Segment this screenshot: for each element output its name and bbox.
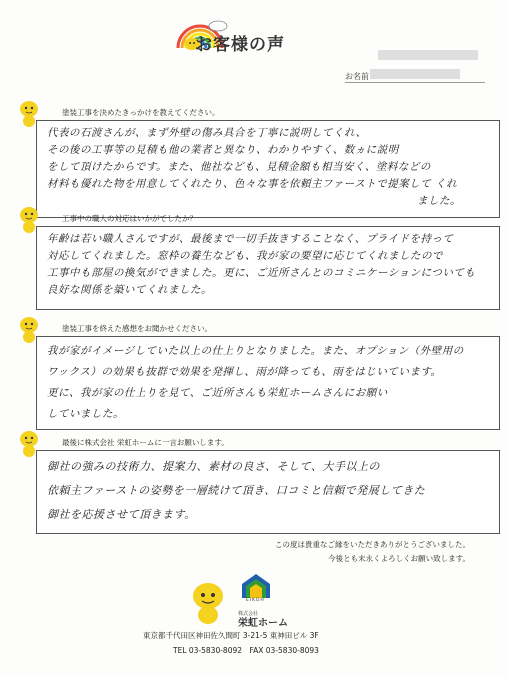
- answer-box: [36, 120, 500, 218]
- question-label: 塗装工事を終えた感想をお聞かせください。: [62, 324, 212, 333]
- answer-box: [36, 336, 500, 430]
- page-title: お客様の声: [195, 35, 285, 55]
- section-craftsman: [18, 206, 498, 310]
- question-label: 塗装工事を決めたきっかけを教えてください。: [62, 108, 220, 117]
- answer-text: [47, 231, 491, 299]
- answer-line: 良好な関係を築いてくれました。: [47, 284, 212, 296]
- section-motivation: [18, 100, 498, 218]
- eikoh-mark: EIKOH: [246, 598, 265, 603]
- answer-line: 我が家がイメージしていた以上の仕上りとなりました。また、オプション（外壁用の: [47, 345, 464, 357]
- redacted-block: [378, 50, 478, 60]
- answer-text: [47, 341, 491, 425]
- answer-box: [36, 226, 500, 310]
- closing-line: この度は貴重なご縁をいただきありがとうございました。: [275, 540, 470, 549]
- answer-line: 材料も優れた物を用意してくれたり、色々な事を依頼主ファーストで提案して くれ: [47, 178, 458, 190]
- mascot-logo-icon: [188, 582, 228, 624]
- section-message: [18, 430, 498, 534]
- answer-line: 工事中も部屋の換気ができました。更に、ご近所さんとのコミニケーションについても: [47, 267, 476, 279]
- answer-line: をして頂けたからです。また、他社なども、見積金額も相当安く、塗料などの: [47, 161, 431, 173]
- answer-text: [47, 125, 491, 210]
- section-impression: [18, 316, 498, 430]
- answer-line: 代表の石渡さんが、まず外壁の傷み具合を丁寧に説明してくれ、: [47, 127, 367, 139]
- answer-line: 対応してくれました。窓枠の養生なども、我が家の要望に応じてくれましたので: [47, 250, 443, 262]
- name-label: お名前: [345, 72, 369, 81]
- answer-line: ワックス）の効果も抜群で効果を発揮し、雨が降っても、雨をはじいています。: [47, 366, 442, 378]
- eikoh-house-logo-icon: [236, 572, 276, 600]
- company-name: 栄虹ホーム: [238, 618, 288, 629]
- answer-line: ました。: [417, 195, 461, 207]
- redacted-name: [370, 69, 460, 79]
- answer-line: 御社の強みの技術力、提案力、素材の良さ、そして、大手以上の: [47, 460, 380, 473]
- question-label: 最後に株式会社 栄虹ホームに一言お願いします。: [62, 438, 229, 447]
- closing-line: 今後とも末永くよろしくお願い致します。: [328, 554, 470, 563]
- answer-line: 御社を応援させて頂きます。: [47, 508, 196, 521]
- name-underline: [345, 82, 485, 83]
- answer-line: 更に、我が家の仕上りを見て、ご近所さんも栄虹ホームさんにお願い: [47, 387, 388, 399]
- company-prefix: 株式会社: [238, 611, 259, 617]
- question-label: 工事中の職人の対応はいかがでしたか？: [62, 214, 197, 223]
- answer-box: [36, 450, 500, 534]
- answer-line: その後の工事等の見積も他の業者と異なり、わかりやすく、数ヵに説明: [47, 144, 399, 156]
- company-address: 東京都千代田区神田佐久間町 3-21-5 東神田ビル 3F: [143, 631, 319, 640]
- answer-line: していました。: [47, 408, 124, 420]
- company-tel-fax: TEL 03-5830-8092 FAX 03-5830-8093: [173, 646, 319, 655]
- answer-text: [47, 455, 491, 527]
- answer-line: 年齢は若い職人さんですが、最後まで一切手抜きすることなく、プライドを持って: [47, 233, 454, 245]
- answer-line: 依頼主ファーストの姿勢を一層続けて頂き、口コミと信頼で発展してきた: [47, 484, 426, 497]
- closing-message: [210, 538, 470, 566]
- header: [150, 6, 380, 66]
